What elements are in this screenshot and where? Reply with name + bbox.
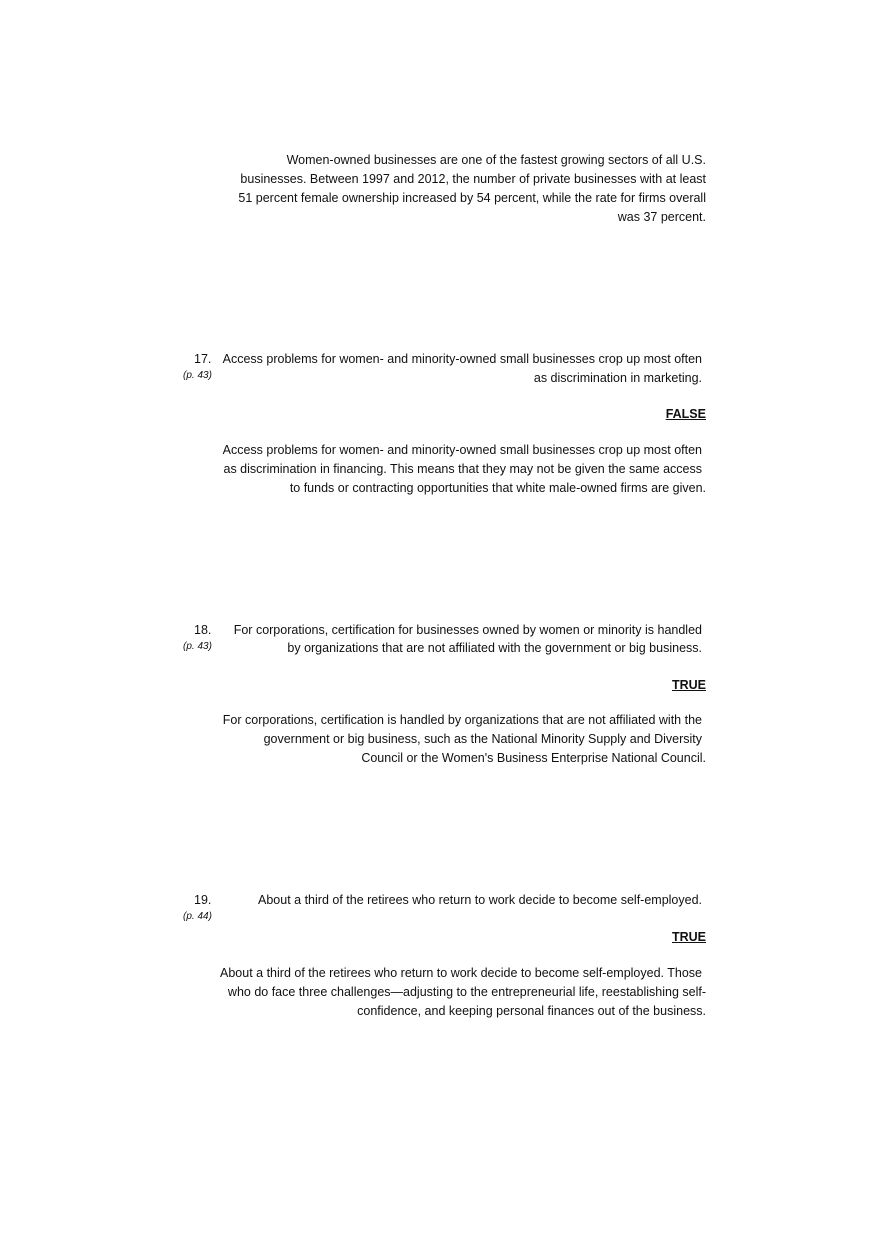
intro-line: Women-owned businesses are one of the fastest growing sectors of all U.S.: [286, 153, 706, 167]
intro-line: 51 percent female ownership increased by 54 percent, while the rate for firms overall: [238, 191, 706, 205]
question-number: 17.: [194, 352, 212, 366]
explanation-line: About a third of the retirees who return to work decide to become self-employed. Those: [220, 966, 702, 980]
explanation-line: to funds or contracting opportunities that white male-owned firms are given.: [289, 481, 706, 495]
question-text-line: by organizations that are not affiliated with the government or big business.: [287, 641, 702, 655]
page-reference: (p. 43): [183, 641, 212, 652]
explanation-line: Council or the Women's Business Enterprise National Council.: [361, 751, 706, 765]
intro-line: businesses. Between 1997 and 2012, the number of private businesses with at least: [240, 172, 706, 186]
answer-label: FALSE: [665, 407, 706, 421]
explanation-line: For corporations, certification is handled by organizations that are not affiliated with the: [222, 713, 702, 727]
question-text-line: About a third of the retirees who return to work decide to become self-employed.: [258, 893, 702, 907]
page-reference: (p. 44): [183, 911, 212, 922]
explanation-line: who do face three challenges—adjusting to the entrepreneurial life, reestablishing self-: [227, 985, 706, 999]
page-reference: (p. 43): [183, 370, 212, 381]
answer-label: TRUE: [671, 930, 706, 944]
explanation-line: government or big business, such as the National Minority Supply and Diversity: [263, 732, 702, 746]
question-number: 18.: [194, 623, 212, 637]
question-text-line: Access problems for women- and minority-owned small businesses crop up most often: [222, 352, 702, 366]
explanation-line: confidence, and keeping personal finances out of the business.: [357, 1004, 706, 1018]
question-text-line: For corporations, certification for businesses owned by women or minority is handled: [233, 623, 702, 637]
explanation-line: as discrimination in financing. This means that they may not be given the same access: [223, 462, 702, 476]
answer-label: TRUE: [671, 678, 706, 692]
question-number: 19.: [194, 893, 212, 907]
question-text-line: as discrimination in marketing.: [533, 371, 702, 385]
intro-line: was 37 percent.: [617, 210, 706, 224]
explanation-line: Access problems for women- and minority-owned small businesses crop up most often: [222, 443, 702, 457]
